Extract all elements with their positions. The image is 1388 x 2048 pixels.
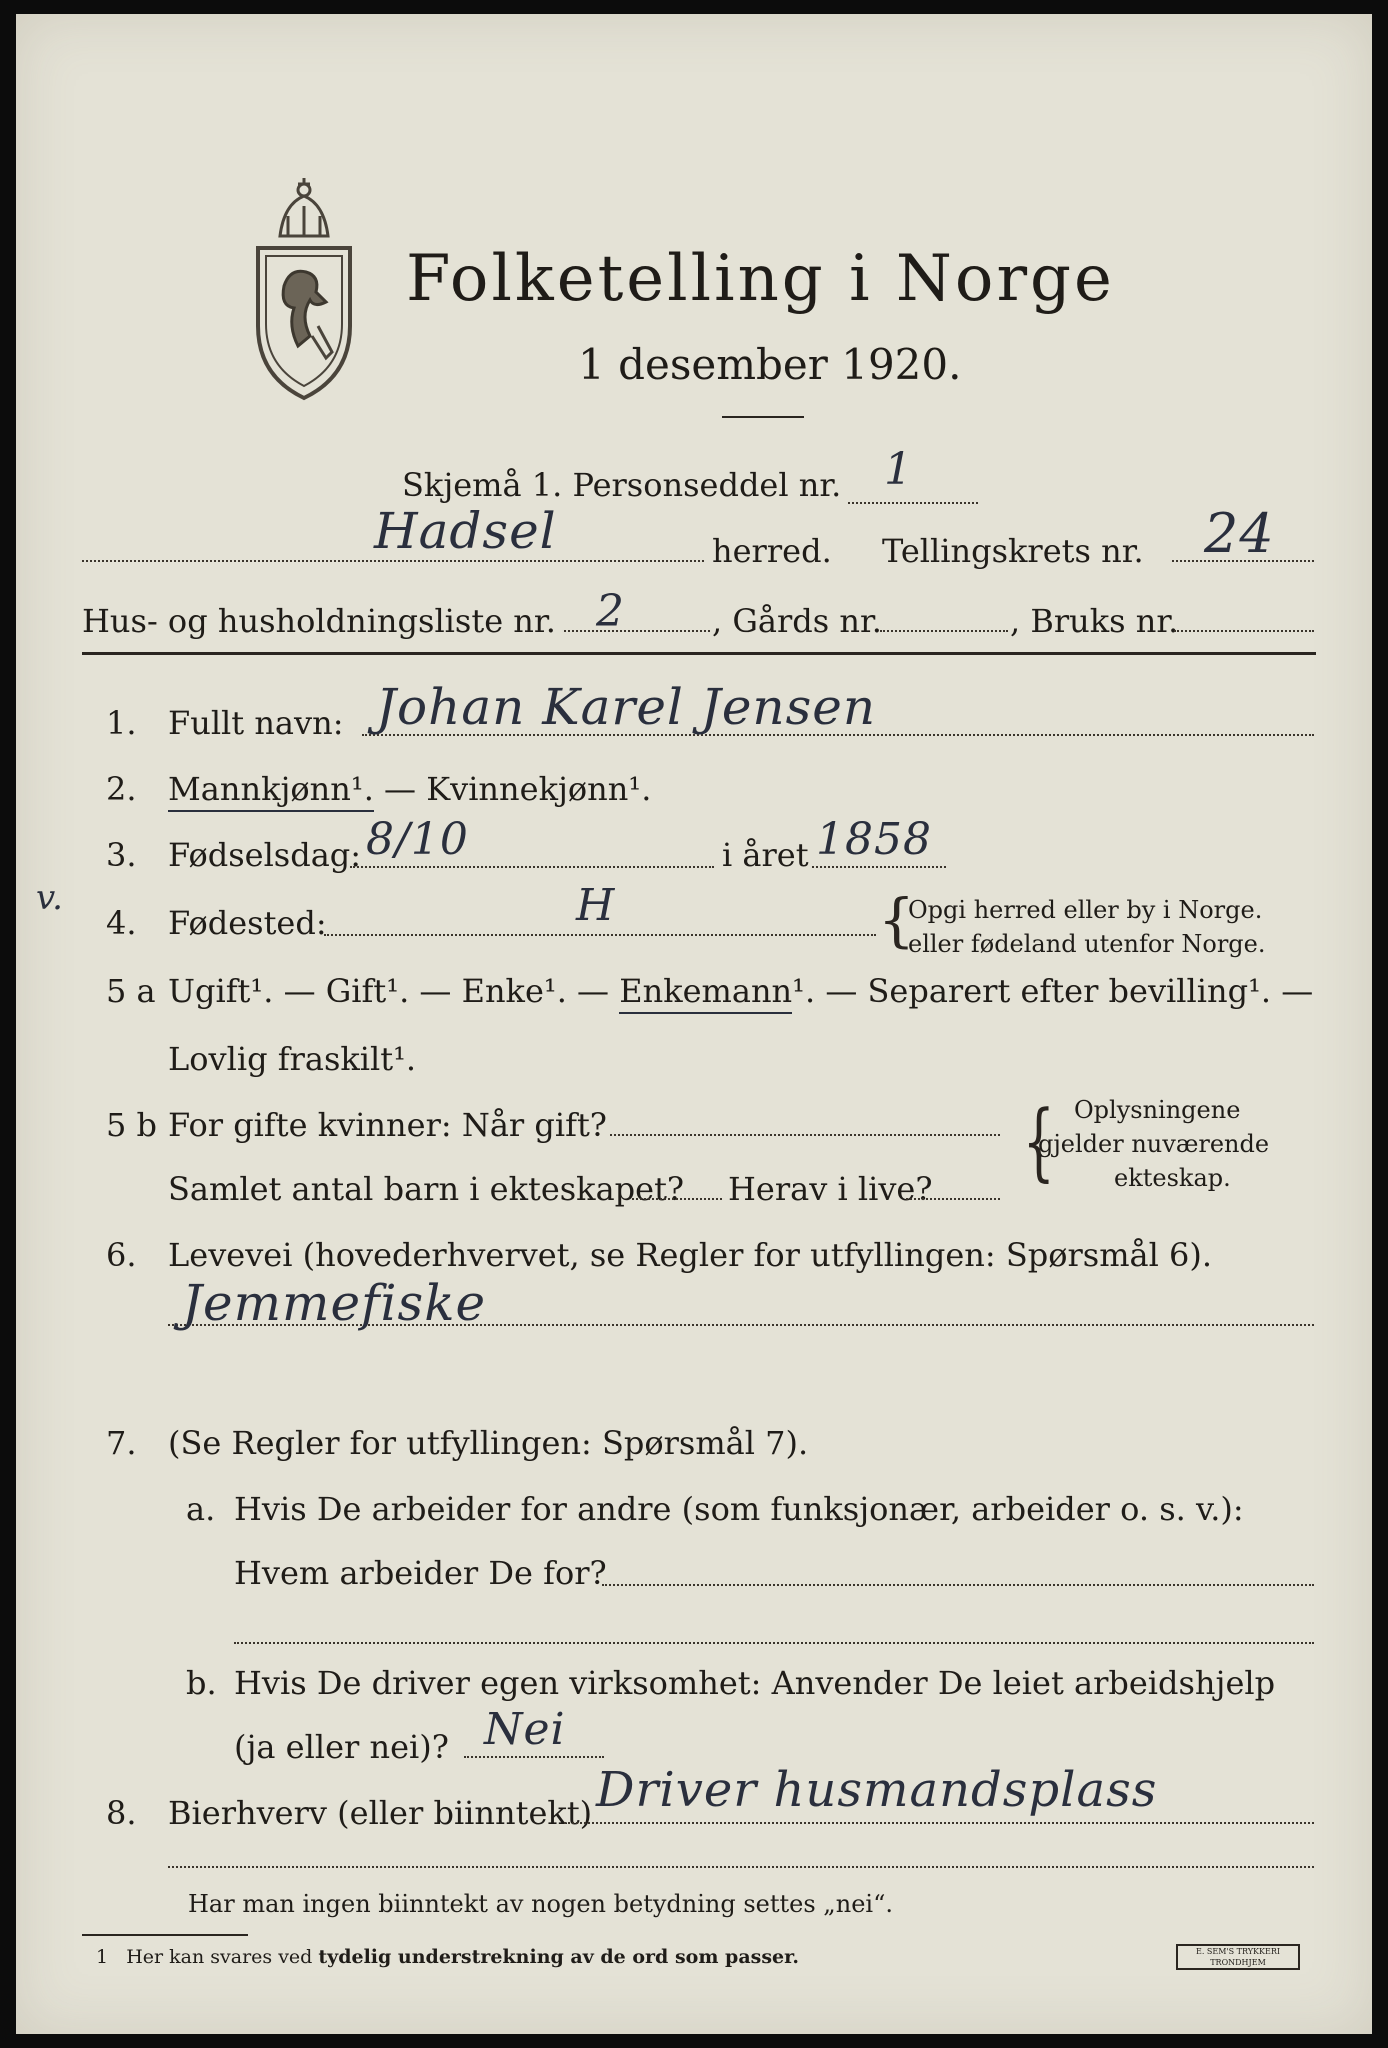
q3-field-line (350, 866, 714, 868)
birthdate-value: 8/10 (366, 814, 469, 865)
q5b-note-line2: gjelder nuværende (1038, 1130, 1270, 1158)
birth-year-value: 1858 (816, 814, 932, 865)
footnote-text: Her kan svares ved (126, 1946, 313, 1968)
male-option: Mannkjønn¹. (168, 770, 374, 812)
q5b-children-field-line (632, 1198, 722, 1200)
q4-number: 4. (106, 904, 137, 942)
q5a-line2: Lovlig fraskilt¹. (168, 1040, 417, 1078)
q7a-text: Hvis De arbeider for andre (som funksjonær, arbeider o. s. v.): (234, 1490, 1244, 1528)
hus-label: Hus- og husholdningsliste nr. (82, 602, 556, 640)
footnote-mark: 1 (96, 1946, 109, 1968)
q4-note-line1: Opgi herred eller by i Norge. (908, 896, 1263, 924)
q7-label: (Se Regler for utfyllingen: Spørsmål 7). (168, 1424, 809, 1462)
q3-year-label: i året (722, 836, 809, 874)
q4-note-line2: eller fødeland utenfor Norge. (908, 930, 1266, 958)
q6-label: Levevei (hovederhvervet, se Regler for utfyllingen: Spørsmål 6). (168, 1236, 1213, 1274)
q7a-letter: a. (186, 1490, 216, 1528)
printer-stamp: E. SEM'S TRYKKERI TRONDHJEM (1176, 1944, 1300, 1970)
personseddel-field-line (848, 502, 978, 504)
gards-label: , Gårds nr. (712, 602, 882, 640)
q3-label: Fødselsdag: (168, 836, 362, 874)
q7a-employer-field-line (602, 1584, 1314, 1586)
side-income-value: Driver husmandsplass (596, 1762, 1158, 1818)
herred-field-line (82, 560, 704, 562)
q2-sex-options (168, 770, 651, 808)
q1-label: Fullt navn: (168, 704, 344, 742)
tellingskrets-nr-value: 24 (1204, 502, 1275, 565)
q7a-text2: Hvem arbeider De for? (234, 1554, 607, 1592)
birthplace-value: H (576, 880, 616, 931)
sex-separator: — (384, 770, 417, 808)
schema-label: Skjemå 1. Personseddel nr. (402, 466, 842, 504)
footnote-bold-text: tydelig understrekning av de ord som passer. (318, 1946, 799, 1968)
q4-label: Fødested: (168, 904, 327, 942)
gards-field-line (880, 630, 1008, 632)
q7b-field-line (464, 1756, 604, 1758)
q2-number: 2. (106, 770, 137, 808)
q7a-extra-field-line (234, 1642, 1314, 1644)
coat-of-arms-icon (240, 176, 368, 406)
q5b-note-line3: ekteskap. (1114, 1164, 1231, 1192)
title-divider (722, 416, 804, 418)
q8-field-line (564, 1822, 1314, 1824)
q6-number: 6. (106, 1236, 137, 1274)
q5b-note-line1: Oplysningene (1074, 1096, 1241, 1124)
tellingskrets-label: Tellingskrets nr. (882, 532, 1144, 570)
q5a-marital-options (168, 972, 1313, 1010)
marital-ugift-gift-enke: Ugift¹. — Gift¹. — Enke¹. — (168, 972, 610, 1010)
footnote-rule (82, 1934, 248, 1936)
census-form (16, 14, 1372, 2034)
q5b-alive-field-line (906, 1198, 1000, 1200)
hired-help-value: Nei (484, 1704, 566, 1755)
marital-enkemann-option: Enkemann (619, 972, 792, 1014)
q3-year-field-line (812, 866, 946, 868)
q5b-brace: { (1022, 1092, 1055, 1190)
marital-rest: ¹. — Separert efter bevilling¹. — (792, 972, 1314, 1010)
q5a-number: 5 a (106, 972, 156, 1010)
herred-label: herred. (712, 532, 832, 570)
q7b-text2: (ja eller nei)? (234, 1728, 449, 1766)
q8-number: 8. (106, 1794, 137, 1832)
q1-number: 1. (106, 704, 137, 742)
q7b-letter: b. (186, 1664, 217, 1702)
form-title: Folketelling i Norge (406, 242, 1115, 316)
personseddel-nr-value: 1 (884, 444, 913, 495)
q8-extra-field-line (168, 1866, 1314, 1868)
section-divider (82, 652, 1316, 655)
herred-value: Hadsel (374, 502, 557, 560)
biinntekt-note: Har man ingen biinntekt av nogen betydning settes „nei“. (188, 1890, 893, 1918)
q7b-text: Hvis De driver egen virksomhet: Anvender De leiet arbeidshjelp (234, 1664, 1276, 1702)
census-date: 1 desember 1920. (578, 340, 962, 389)
q3-number: 3. (106, 836, 137, 874)
q5b-number: 5 b (106, 1106, 158, 1144)
bruks-label: , Bruks nr. (1010, 602, 1179, 640)
female-option: Kvinnekjønn¹. (426, 770, 652, 808)
q5b-label3: Herav i live? (728, 1170, 933, 1208)
q7-number: 7. (106, 1424, 137, 1462)
q4-brace: { (878, 886, 915, 954)
q4-field-line (324, 934, 876, 936)
full-name-value: Johan Karel Jensen (376, 678, 877, 736)
bruks-field-line (1174, 630, 1314, 632)
occupation-value: Jemmefiske (182, 1274, 487, 1332)
q8-label: Bierhverv (eller biinntekt) (168, 1794, 593, 1832)
margin-mark: v. (36, 878, 64, 918)
footnote (96, 1946, 799, 1968)
q5b-label1: For gifte kvinner: Når gift? (168, 1106, 607, 1144)
hus-nr-value: 2 (596, 586, 625, 637)
hus-field-line (564, 630, 710, 632)
q5b-label2: Samlet antal barn i ekteskapet? (168, 1170, 685, 1208)
q5b-married-field-line (610, 1134, 1000, 1136)
